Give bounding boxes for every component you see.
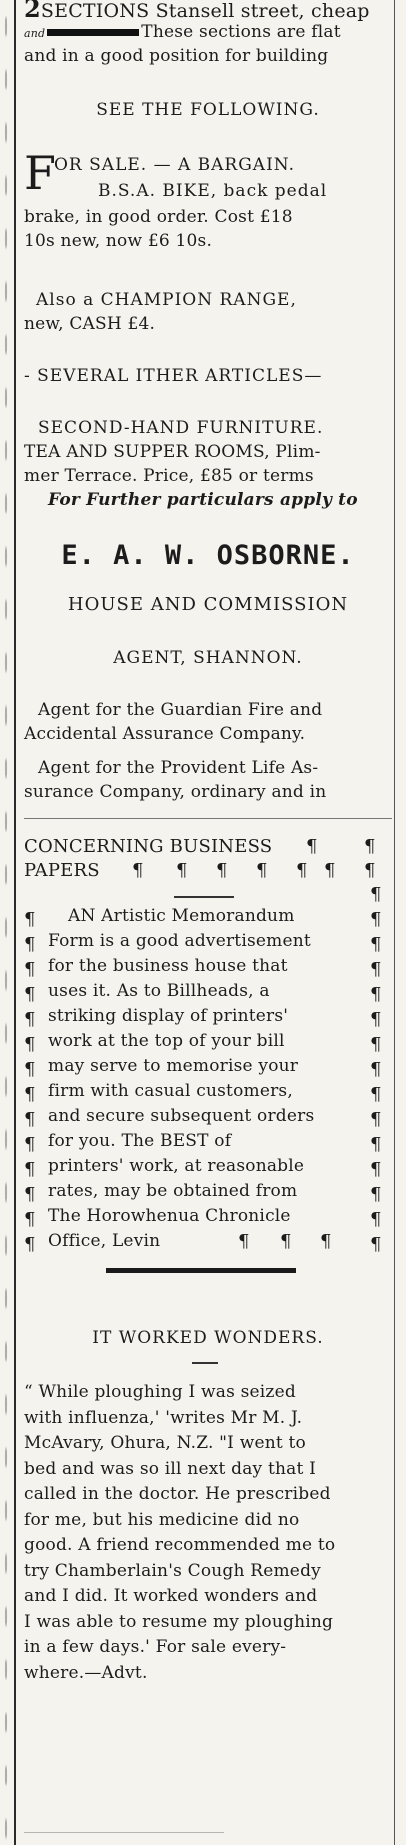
pilcrow-mark: ¶ [370,884,382,905]
column-content [24,0,392,1845]
pilcrow-mark: ¶ [24,1009,36,1030]
pilcrow-mark: ¶ [364,860,376,881]
sections-lead-numeral: 2 [24,0,41,23]
pilcrow-mark: ¶ [24,1234,36,1255]
sections-ad-prefix: and [24,27,46,40]
provident-line-1: Agent for the Provident Life As- [38,758,319,778]
concerning-body-line: for the business house that [48,956,288,976]
wonders-body-line: where.—Advt. [24,1663,148,1683]
pilcrow-mark: ¶ [132,860,144,881]
pilcrow-mark: ¶ [256,860,268,881]
wonders-body-line: I was able to resume my ploughing [24,1612,334,1632]
agent-shannon: AGENT, SHANNON. [113,648,303,668]
furniture-line-3: mer Terrace. Price, £85 or terms [24,466,314,486]
wonders-body-line: McAvary, Ohura, N.Z. "I went to [24,1433,306,1453]
provident-line-2: surance Company, ordinary and in [24,782,327,802]
pilcrow-mark: ¶ [296,860,308,881]
pilcrow-mark: ¶ [370,1084,382,1105]
pilcrow-mark: ¶ [24,1084,36,1105]
wonders-title: IT WORKED WONDERS. [92,1328,324,1348]
section-divider [24,818,392,819]
for-sale-dropcap: F [24,146,56,200]
pilcrow-mark: ¶ [176,860,188,881]
pilcrow-mark: ¶ [370,1059,382,1080]
pilcrow-mark: ¶ [24,1034,36,1055]
pilcrow-mark: ¶ [370,984,382,1005]
concerning-body-line: The Horowhenua Chronicle [48,1206,291,1226]
sections-ad-line-2 [24,22,341,42]
sections-ad-line-3: and in a good position for building [24,46,329,66]
concerning-body-line: work at the top of your bill [48,1031,285,1051]
pilcrow-mark: ¶ [24,1159,36,1180]
pilcrow-mark: ¶ [24,934,36,955]
wonders-body-line: “ While ploughing I was seized [24,1382,296,1402]
concerning-body-line: for you. The BEST of [48,1131,232,1151]
pilcrow-mark: ¶ [370,1184,382,1205]
pilcrow-mark: ¶ [306,836,318,857]
pilcrow-mark: ¶ [24,959,36,980]
concerning-body-line: striking display of printers' [48,1006,289,1026]
pilcrow-mark: ¶ [370,1159,382,1180]
wonders-body-line: bed and was so ill next day that I [24,1459,317,1479]
wonders-body-line: for me, but his medicine did no [24,1510,300,1530]
concerning-body-line: Form is a good advertisement [48,931,311,951]
pilcrow-mark: ¶ [370,1209,382,1230]
sections-ad-text-1: SECTIONS Stansell street, cheap [40,0,370,22]
concerning-body-line: and secure subsequent orders [48,1106,315,1126]
agent-name: E. A. W. OSBORNE. [61,540,355,571]
pilcrow-mark: ¶ [370,1109,382,1130]
thick-divider [106,1268,296,1273]
pilcrow-mark: ¶ [370,1034,382,1055]
furniture-line-1: SECOND-HAND FURNITURE. [38,418,324,438]
pilcrow-mark: ¶ [216,860,228,881]
pilcrow-mark: ¶ [238,1231,250,1252]
wonders-body-line: try Chamberlain's Cough Remedy [24,1561,321,1581]
pilcrow-mark: ¶ [370,959,382,980]
wonders-dash [192,1362,218,1364]
pilcrow-mark: ¶ [320,1231,332,1252]
range-line-1: Also a CHAMPION RANGE, [36,290,297,310]
pilcrow-mark: ¶ [324,860,336,881]
for-sale-line-1: OR SALE. — A BARGAIN. [54,155,295,175]
short-dash [174,896,234,898]
concerning-body-line: rates, may be obtained from [48,1181,298,1201]
pilcrow-mark: ¶ [370,1009,382,1030]
concerning-body-line: firm with casual customers, [48,1081,293,1101]
range-line-2: new, CASH £4. [24,314,156,334]
pilcrow-mark: ¶ [370,934,382,955]
pilcrow-mark: ¶ [370,909,382,930]
agent-house-commission: HOUSE AND COMMISSION [67,594,349,615]
pilcrow-mark: ¶ [24,909,36,930]
concerning-body-line: AN Artistic Memorandum [68,906,295,926]
guardian-line-2: Accidental Assurance Company. [24,724,306,744]
left-margin-speckle [3,0,9,1845]
concerning-title-2: PAPERS [24,860,100,881]
pilcrow-mark: ¶ [24,1109,36,1130]
several-articles-heading: - SEVERAL ITHER ARTICLES— [24,366,323,386]
wonders-body-line: called in the doctor. He prescribed [24,1484,331,1504]
for-sale-line-4: 10s new, now £6 10s. [24,231,213,251]
sections-ad-line-1 [24,0,370,23]
concerning-body-line: may serve to memorise your [48,1056,299,1076]
wonders-body-line: in a few days.' For sale every- [24,1637,287,1657]
pilcrow-mark: ¶ [370,1134,382,1155]
right-column-rule [394,0,395,1845]
pilcrow-mark: ¶ [24,1184,36,1205]
wonders-body-line: and I did. It worked wonders and [24,1586,318,1606]
wonders-body-line: good. A friend recommended me to [24,1535,336,1555]
concerning-title-1: CONCERNING BUSINESS [24,836,273,857]
furniture-line-2: TEA AND SUPPER ROOMS, Plim- [24,442,321,462]
left-column-rule [14,0,16,1845]
sections-ad-text-2: These sections are flat [141,22,341,42]
inked-bar [47,29,139,36]
concerning-body-line: uses it. As to Billheads, a [48,981,270,1001]
see-following-heading: SEE THE FOLLOWING. [96,100,320,120]
pilcrow-mark: ¶ [280,1231,292,1252]
furniture-line-4: For Further particulars apply to [48,490,358,510]
wonders-body-line: with influenza,' 'writes Mr M. J. [24,1408,303,1428]
concerning-body-line: printers' work, at reasonable [48,1156,305,1176]
pilcrow-mark: ¶ [370,1234,382,1255]
pilcrow-mark: ¶ [24,984,36,1005]
guardian-line-1: Agent for the Guardian Fire and [38,700,323,720]
pilcrow-mark: ¶ [24,1059,36,1080]
for-sale-line-3: brake, in good order. Cost £18 [24,207,293,227]
pilcrow-mark: ¶ [364,836,376,857]
bottom-rule [24,1832,224,1833]
pilcrow-mark: ¶ [24,1134,36,1155]
pilcrow-mark: ¶ [24,1209,36,1230]
for-sale-line-2: B.S.A. BIKE, back pedal [98,181,328,201]
concerning-body-line: Office, Levin [48,1231,161,1251]
